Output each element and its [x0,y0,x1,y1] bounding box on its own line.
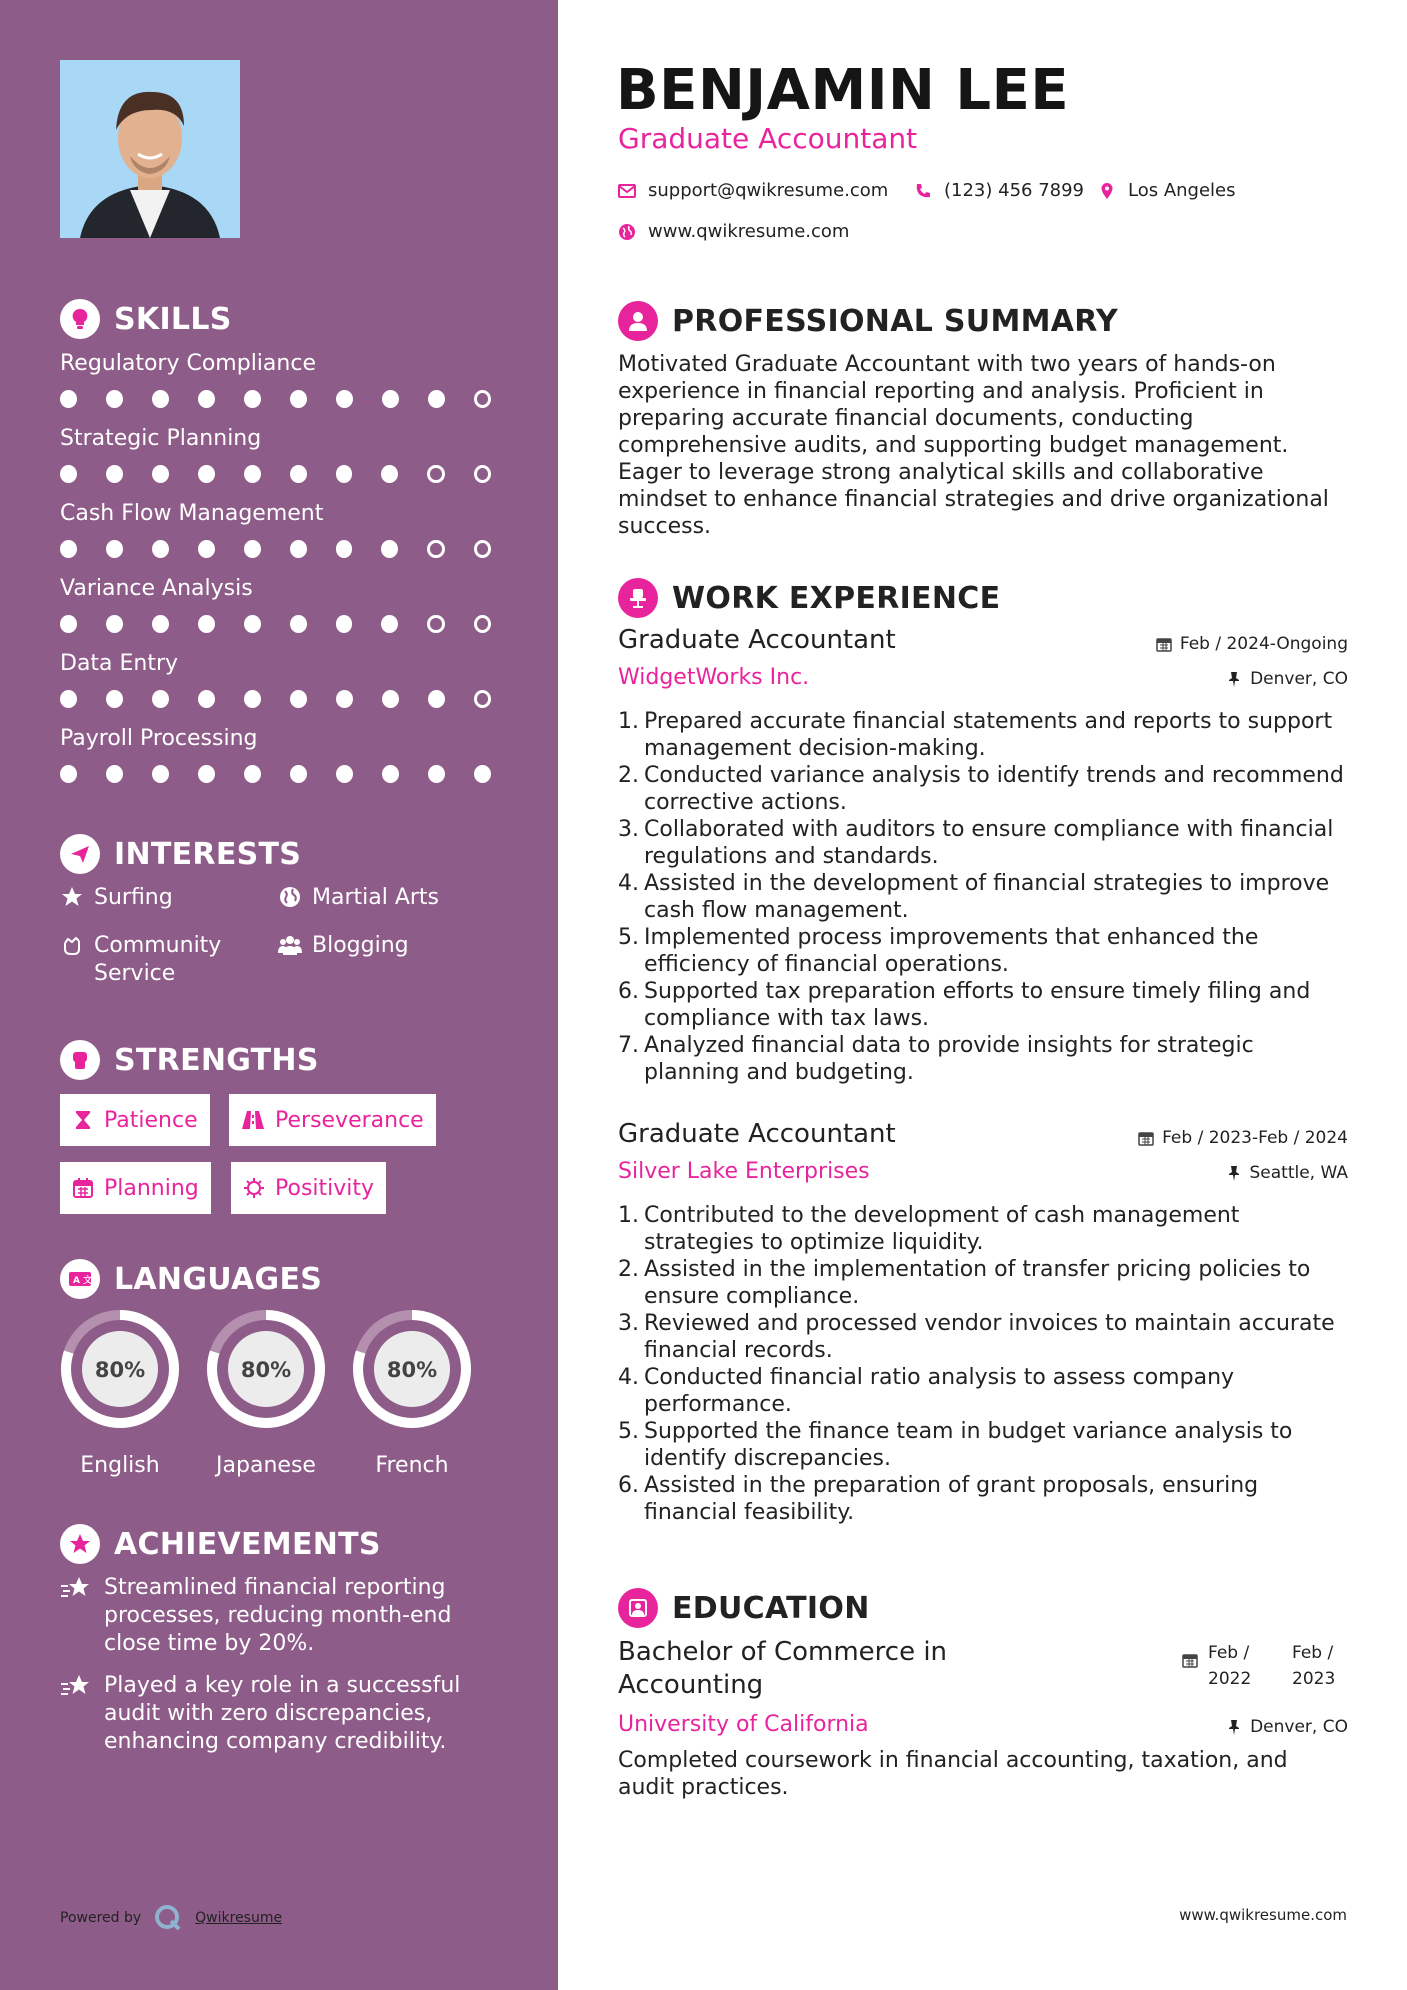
rating-dot-filled [336,465,353,483]
rating-dot-filled [60,540,77,558]
rating-dot-filled [381,465,398,483]
achievements-section-title [60,1524,381,1564]
rating-dot-filled [474,765,491,783]
achievement-item [60,1574,500,1658]
company-name: Silver Lake Enterprises [618,1159,870,1184]
bullet-text: Collaborated with auditors to ensure compliance with financial regulations and standards. [644,817,1334,869]
phone-icon [914,182,932,200]
phone-text[interactable]: (123) 456 7899 [944,180,1085,201]
job-title: Graduate Accountant [618,625,896,655]
interest-label: Surfing [94,885,173,910]
language-progress-ring [58,1307,182,1431]
svg-text:A 文: A 文 [73,1276,92,1286]
education-section-title [618,1588,870,1628]
bullet-number: 5. [618,1419,639,1444]
rating-dot-filled [244,765,261,783]
rating-dot-filled [336,690,353,708]
rating-dot-filled [198,465,215,483]
job-title: Graduate Accountant [618,1119,896,1149]
rating-dot-filled [336,390,353,408]
summary-heading: PROFESSIONAL SUMMARY [672,303,1119,339]
languages-heading: LANGUAGES [114,1261,323,1297]
strength-label: Positivity [275,1175,375,1201]
job-bullets [618,1202,1348,1526]
envelope-icon [618,182,636,200]
rating-dot-filled [290,615,307,633]
rating-dot-filled [244,465,261,483]
rating-dot-filled [106,540,123,558]
skill-item [60,500,520,558]
paper-plane-icon [60,834,100,874]
users-icon [278,933,302,957]
rating-dot-filled [290,390,307,408]
pushpin-icon [1226,1719,1242,1735]
language-item [204,1307,328,1478]
rating-dot-filled [382,390,399,408]
rating-dot-empty [427,465,444,483]
rating-dot-filled [428,765,445,783]
bullet-text: Supported the finance team in budget variance analysis to identify discrepancies. [644,1419,1293,1471]
bullet-number: 4. [618,1365,639,1390]
road-icon [241,1109,265,1131]
interests-heading: INTERESTS [114,836,302,872]
skill-rating [60,615,520,633]
job-bullet [618,1364,1348,1418]
globe-icon [618,223,636,241]
rating-dot-filled [152,540,169,558]
rating-dot-filled [152,390,169,408]
rating-dot-filled [106,690,123,708]
qwikresume-link[interactable]: Qwikresume [195,1910,283,1926]
globe-icon [278,885,302,909]
shooting-star-icon [60,1574,92,1602]
website-text[interactable]: www.qwikresume.com [648,221,850,242]
bullet-number: 5. [618,925,639,950]
achievement-item [60,1672,500,1756]
rating-dot-empty [474,690,491,708]
pushpin-icon [1226,1165,1242,1181]
bullet-text: Implemented process improvements that enhanced the efficiency of financial operations. [644,925,1259,977]
rating-dot-filled [290,765,307,783]
education-start: Feb / 2022 [1208,1643,1252,1689]
bullet-number: 6. [618,979,639,1004]
calendar-icon [1182,1652,1198,1668]
education-location-text: Denver, CO [1250,1717,1348,1737]
interest-label: Blogging [312,933,409,958]
lightbulb-icon [60,299,100,339]
skill-rating [60,690,520,708]
rating-dot-empty [427,540,444,558]
contact-location [1098,180,1236,201]
calendar-icon [1138,1130,1154,1146]
shooting-star-icon [60,1672,92,1700]
job-location [1226,668,1348,690]
job-bullet [618,1032,1348,1086]
language-card-icon [60,1259,100,1299]
bullet-number: 1. [618,709,639,734]
rating-dot-filled [198,765,215,783]
rating-dot-filled [336,540,353,558]
rating-dot-filled [198,690,215,708]
strengths-section-title [60,1040,319,1080]
main-content [558,0,1407,1990]
bullet-number: 7. [618,1033,639,1058]
skill-name: Data Entry [60,651,179,676]
experience-section-title [618,578,1000,618]
job-bullet [618,708,1348,762]
footer-url[interactable]: www.qwikresume.com [1179,1906,1347,1924]
powered-by [60,1903,282,1933]
job-bullet [618,870,1348,924]
strength-badge [60,1162,211,1214]
candidate-name: BENJAMIN LEE [616,58,1070,123]
skills-section-title [60,299,232,339]
skill-name: Payroll Processing [60,726,258,751]
education-meta [1128,1640,1348,1692]
rating-dot-filled [382,690,399,708]
rating-dot-filled [152,615,169,633]
skill-item [60,350,520,408]
job-bullet [618,1472,1348,1526]
skill-item [60,575,520,633]
rating-dot-filled [60,765,77,783]
rating-dot-filled [198,540,215,558]
bullet-number: 2. [618,763,639,788]
language-name: Japanese [216,1453,316,1478]
strength-label: Planning [104,1175,199,1201]
job-bullet [618,1310,1348,1364]
bullet-number: 1. [618,1203,639,1228]
interest-item [60,932,260,988]
email-text[interactable]: support@qwikresume.com [648,180,889,201]
star-badge-icon [60,1524,100,1564]
bullet-number: 4. [618,871,639,896]
calendar-icon [1156,636,1172,652]
job-bullet [618,816,1348,870]
job-bullet [618,1418,1348,1472]
skill-name: Cash Flow Management [60,501,324,526]
rating-dot-empty [427,615,444,633]
qwikresume-logo-icon [153,1903,183,1933]
user-icon [618,301,658,341]
bullet-number: 3. [618,817,639,842]
skill-item [60,725,520,783]
rating-dot-filled [336,765,353,783]
skill-rating [60,390,520,408]
rating-dot-filled [152,765,169,783]
bullet-text: Assisted in the implementation of transfer pricing policies to ensure compliance. [644,1257,1311,1309]
job-location-text: Denver, CO [1250,669,1348,689]
rating-dot-filled [428,690,445,708]
interest-item [278,884,439,912]
contact-phone [914,180,1084,201]
hourglass-icon [72,1109,94,1131]
achievement-text: Played a key role in a successful audit with zero discrepancies, enhancing company credibility. [104,1673,461,1754]
job-dates [1138,1127,1348,1149]
bullet-number: 2. [618,1257,639,1282]
bullet-text: Analyzed financial data to provide insights for strategic planning and budgeting. [644,1033,1254,1085]
rating-dot-filled [198,615,215,633]
language-progress-ring [204,1307,328,1431]
rating-dot-filled [290,465,307,483]
rating-dot-filled [106,390,123,408]
job-bullet [618,762,1348,816]
star-icon [60,885,84,909]
profile-photo [60,60,240,238]
contact-email [618,180,888,201]
skill-rating [60,765,520,783]
rating-dot-filled [381,615,398,633]
rating-dot-filled [152,465,169,483]
job-bullet [618,1256,1348,1310]
interests-section-title [60,834,301,874]
bullet-text: Prepared accurate financial statements and reports to support management decision-making. [644,709,1333,761]
rating-dot-filled [244,390,261,408]
languages-section-title [60,1259,322,1299]
language-percent: 80% [386,1358,438,1382]
strength-badge [229,1094,436,1146]
company-name: WidgetWorks Inc. [618,665,810,690]
rating-dot-filled [382,765,399,783]
rating-dot-filled [198,390,215,408]
graduate-icon [618,1588,658,1628]
language-name: French [375,1453,449,1478]
education-heading: EDUCATION [672,1590,870,1626]
rating-dot-filled [290,690,307,708]
education-entry [618,1636,1348,1801]
rating-dot-filled [106,765,123,783]
job-bullets [618,708,1348,1086]
candidate-role: Graduate Accountant [618,122,918,155]
language-name: English [80,1453,160,1478]
sidebar [0,0,558,1990]
job-bullet [618,978,1348,1032]
bullet-text: Contributed to the development of cash management strategies to optimize liquidity. [644,1203,1240,1255]
bullet-text: Supported tax preparation efforts to ensure timely filing and compliance with tax laws. [644,979,1311,1031]
rating-dot-filled [106,465,123,483]
job-dates-text: Feb / 2024-Ongoing [1179,634,1348,654]
job-entry [618,1119,1348,1526]
achievements-heading: ACHIEVEMENTS [114,1526,381,1562]
rating-dot-filled [60,690,77,708]
skill-item [60,425,520,483]
rating-dot-filled [428,390,445,408]
strength-label: Perseverance [275,1107,424,1133]
interest-item [60,884,173,912]
job-location [1226,1162,1349,1184]
language-percent: 80% [94,1358,146,1382]
powered-by-label: Powered by [60,1910,142,1926]
rating-dot-filled [244,540,261,558]
bullet-text: Conducted variance analysis to identify trends and recommend corrective actions. [644,763,1344,815]
degree-title: Bachelor of Commerce in Accounting [618,1637,948,1700]
language-progress-ring [350,1307,474,1431]
pushpin-icon [1226,671,1242,687]
rating-dot-filled [106,615,123,633]
rating-dot-filled [336,615,353,633]
skill-rating [60,540,520,558]
experience-heading: WORK EXPERIENCE [672,580,1001,616]
rating-dot-filled [244,690,261,708]
strengths-heading: STRENGTHS [114,1042,319,1078]
skill-item [60,650,520,708]
job-location-text: Seattle, WA [1249,1163,1348,1183]
sun-icon [243,1177,265,1199]
education-description: Completed coursework in financial accounting, taxation, and audit practices. [618,1748,1288,1800]
skills-heading: SKILLS [114,301,232,337]
strength-label: Patience [104,1107,198,1133]
skill-name: Strategic Planning [60,426,262,451]
school-name: University of California [618,1712,869,1737]
rating-dot-empty [474,540,491,558]
bullet-text: Assisted in the preparation of grant proposals, ensuring financial feasibility. [644,1473,1259,1525]
job-dates-text: Feb / 2023-Feb / 2024 [1162,1128,1348,1148]
bullet-text: Conducted financial ratio analysis to assess company performance. [644,1365,1235,1417]
education-end: Feb / 2023 [1292,1643,1336,1689]
bullet-number: 6. [618,1473,639,1498]
skill-name: Regulatory Compliance [60,351,316,376]
bullet-text: Reviewed and processed vendor invoices to maintain accurate financial records. [644,1311,1335,1363]
strength-badge [231,1162,386,1214]
chair-icon [618,578,658,618]
strength-badge [60,1094,210,1146]
rating-dot-filled [244,615,261,633]
interest-item [278,932,409,960]
bullet-number: 3. [618,1311,639,1336]
skill-rating [60,465,520,483]
contact-website [618,221,849,242]
fist-icon [60,1040,100,1080]
job-bullet [618,924,1348,978]
rating-dot-filled [152,690,169,708]
education-location [1226,1716,1348,1738]
rating-dot-empty [474,390,491,408]
job-dates [1156,633,1348,655]
job-bullet [618,1202,1348,1256]
bullet-text: Assisted in the development of financial strategies to improve cash flow management. [644,871,1330,923]
interest-label: Community Service [94,933,222,986]
skill-name: Variance Analysis [60,576,253,601]
achievement-text: Streamlined financial reporting processes, reducing month-end close time by 20%. [104,1575,452,1656]
rating-dot-filled [381,540,398,558]
rating-dot-empty [474,465,491,483]
rating-dot-empty [474,615,491,633]
rating-dot-filled [60,615,77,633]
location-text: Los Angeles [1128,180,1236,201]
rating-dot-filled [60,465,77,483]
rating-dot-filled [290,540,307,558]
summary-section-title [618,301,1118,341]
interest-label: Martial Arts [312,885,440,910]
language-item [350,1307,474,1478]
calendar-icon [72,1177,94,1199]
hand-icon [60,933,84,957]
summary-text: Motivated Graduate Accountant with two years of hands-on experience in financial reporting and analysis. Proficient in preparing accurate financial documents, conducting comprehensive audits, and supporting budget management. Eager to leverage strong analytical skills and collaborative mindset to enhance financial strategies and drive organizational success. [618,352,1329,539]
job-entry [618,625,1348,1086]
map-pin-icon [1098,182,1116,200]
language-percent: 80% [240,1358,292,1382]
language-item [58,1307,182,1478]
rating-dot-filled [60,390,77,408]
